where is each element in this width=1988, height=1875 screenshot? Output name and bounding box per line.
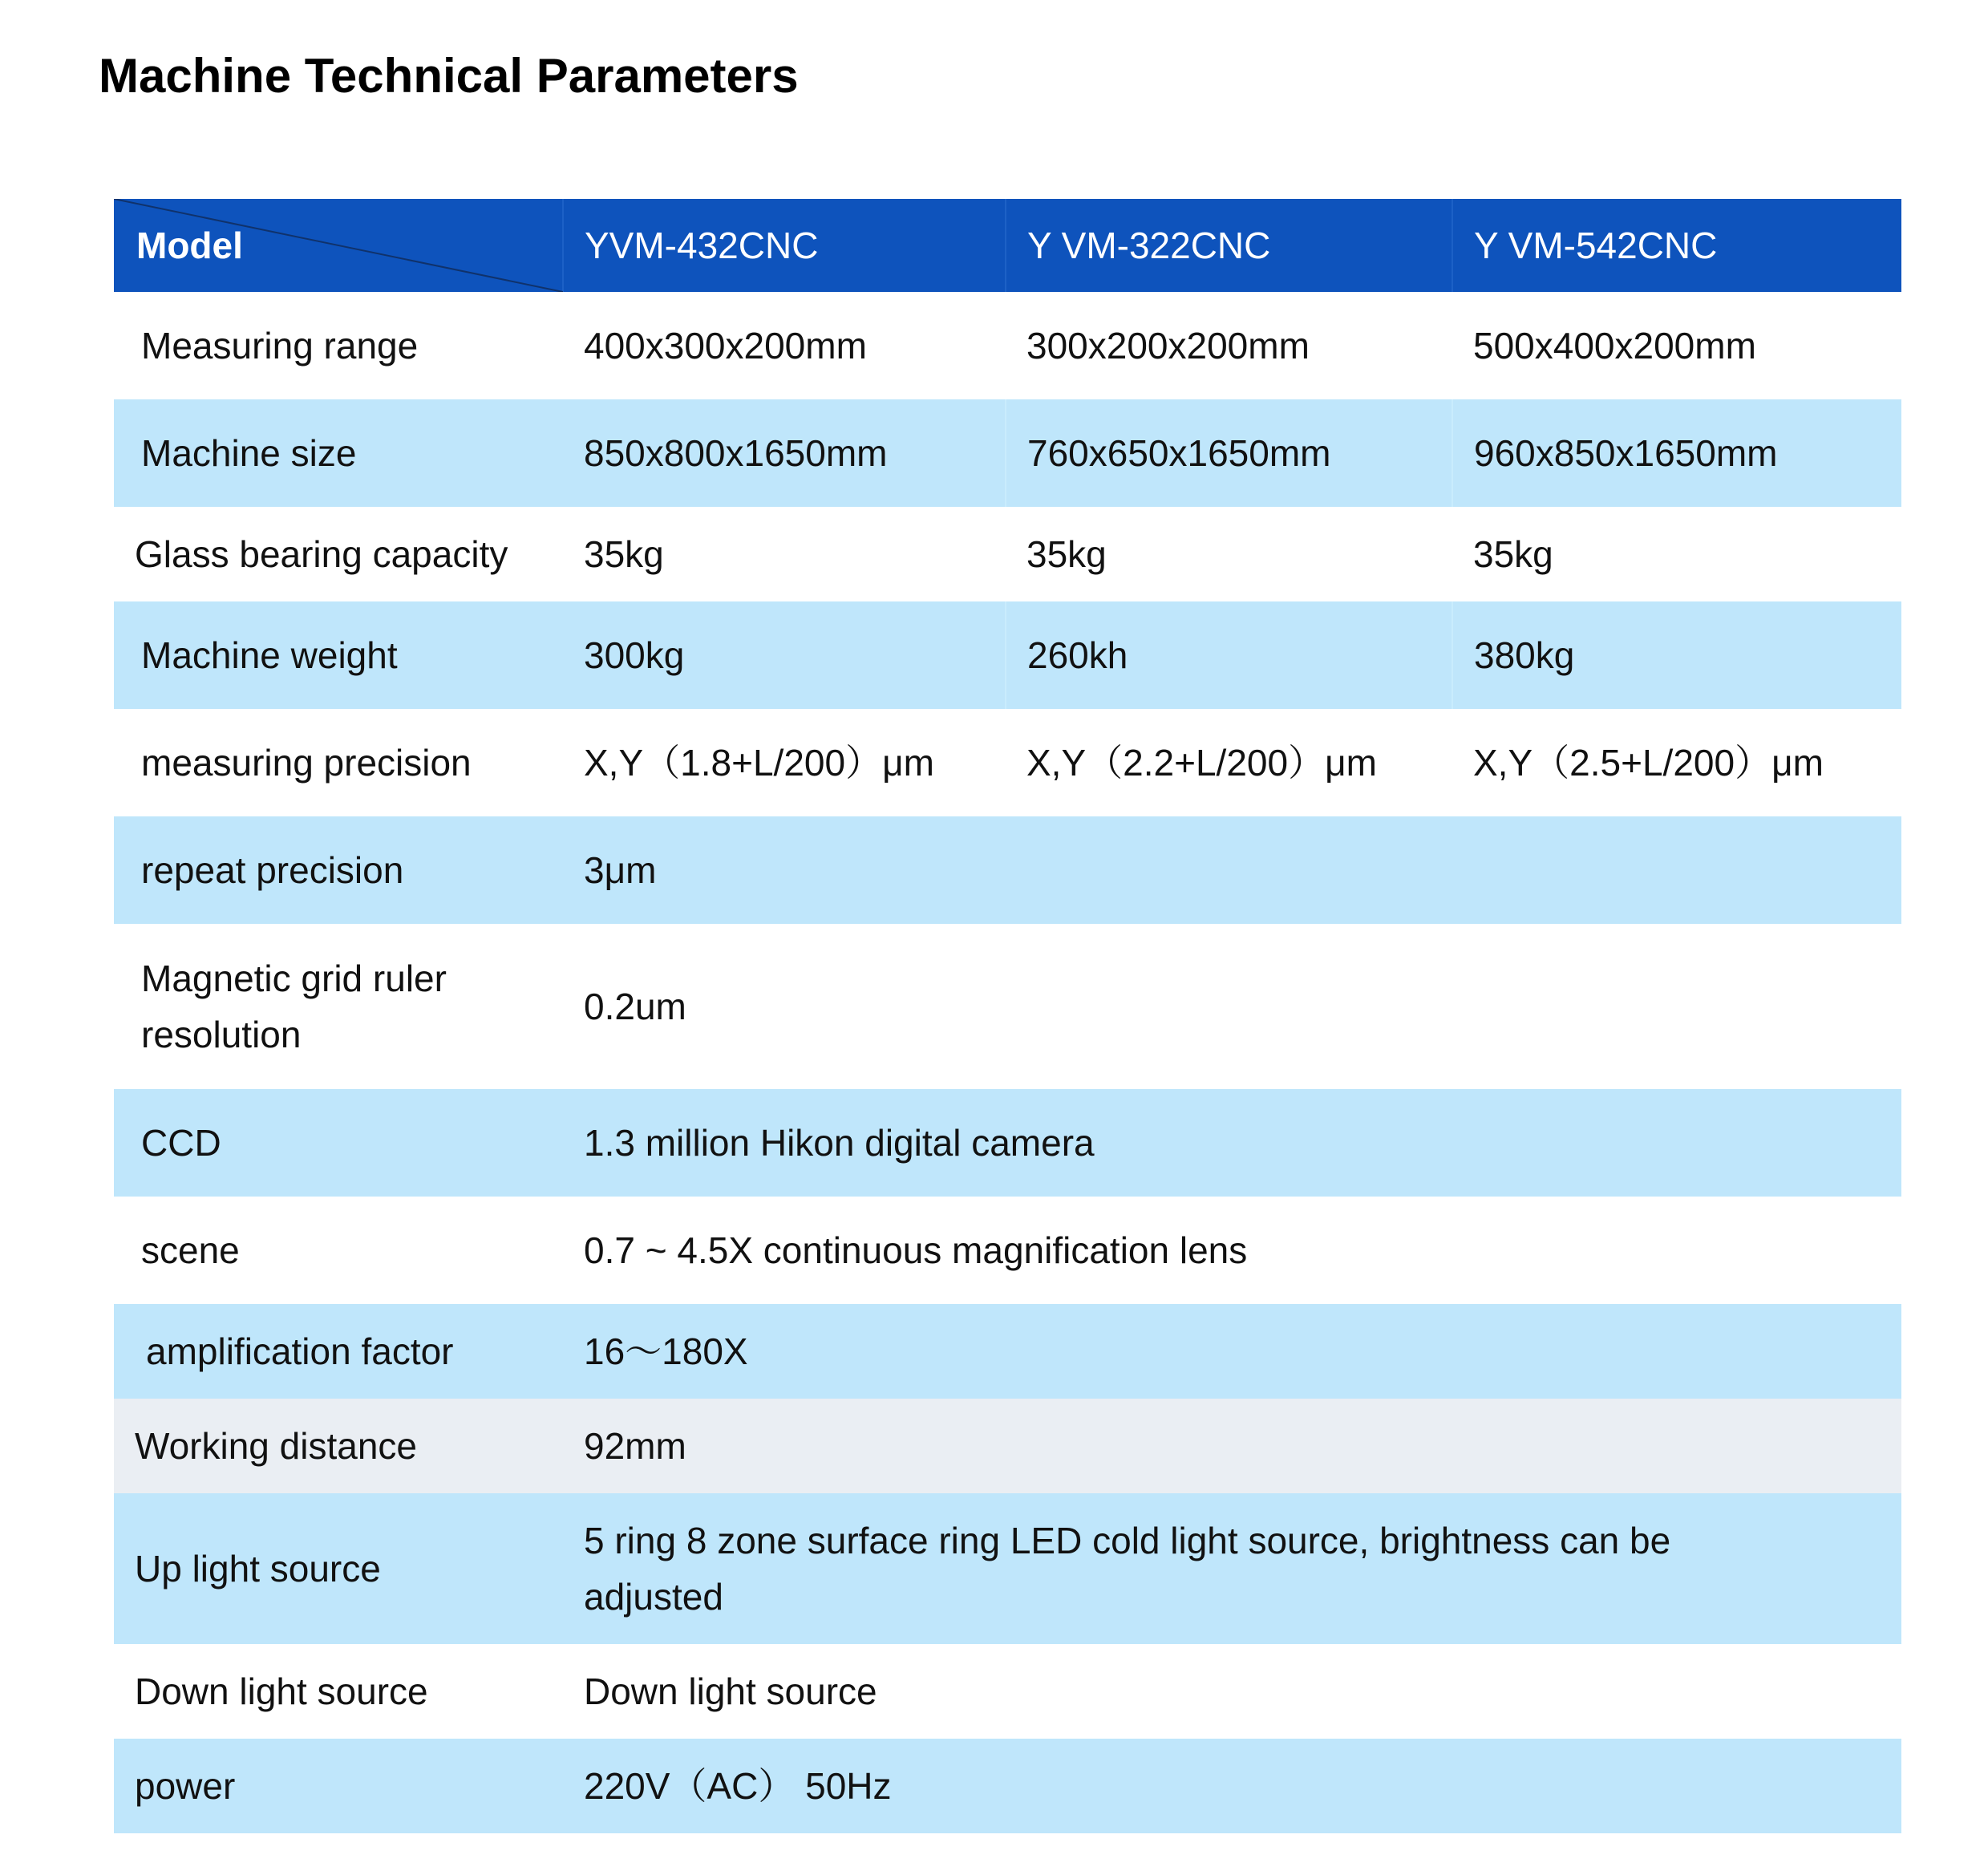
row-value: X,Y（2.5+L/200）μm xyxy=(1452,709,1901,816)
row-value: 500x400x200mm xyxy=(1452,292,1901,399)
row-label: Working distance xyxy=(114,1399,563,1493)
model-yvm-322cnc-header: Y VM-322CNC xyxy=(1006,199,1452,292)
row-value: 760x650x1650mm xyxy=(1006,399,1452,507)
row-value: 260kh xyxy=(1006,601,1452,709)
model-yvm-542cnc-header: Y VM-542CNC xyxy=(1452,199,1901,292)
row-label: Measuring range xyxy=(114,292,563,399)
row-label-line: resolution xyxy=(141,1014,302,1055)
row-value: 850x800x1650mm xyxy=(563,399,1006,507)
table-row xyxy=(114,1304,1901,1399)
table-row xyxy=(114,1399,1901,1493)
row-value: X,Y（2.2+L/200）μm xyxy=(1006,709,1452,816)
row-value: 0.7 ~ 4.5X continuous magnification lens xyxy=(563,1197,1901,1304)
row-label: CCD xyxy=(114,1089,563,1197)
table-row xyxy=(114,1644,1901,1739)
row-value: X,Y（1.8+L/200）μm xyxy=(563,709,1006,816)
row-value-line: adjusted xyxy=(584,1576,723,1618)
row-label: repeat precision xyxy=(114,816,563,924)
model-yvm-432cnc-header: YVM-432CNC xyxy=(563,199,1006,292)
table-row xyxy=(114,507,1901,601)
row-value: 35kg xyxy=(1006,507,1452,601)
row-label: scene xyxy=(114,1197,563,1304)
table-row xyxy=(114,924,1901,1089)
row-label: Up light source xyxy=(114,1493,563,1644)
row-value xyxy=(563,1493,1901,1644)
technical-parameters-table xyxy=(114,199,1901,1833)
model-header-cell xyxy=(114,199,563,292)
table-row xyxy=(114,601,1901,709)
row-label xyxy=(114,924,563,1089)
row-value: 0.2um xyxy=(563,924,1901,1089)
row-value: 35kg xyxy=(1452,507,1901,601)
row-label: Machine size xyxy=(114,399,563,507)
table-row xyxy=(114,399,1901,507)
table-row xyxy=(114,1739,1901,1833)
table-header-row xyxy=(114,199,1901,292)
row-value: 400x300x200mm xyxy=(563,292,1006,399)
row-value: 300kg xyxy=(563,601,1006,709)
row-value: Down light source xyxy=(563,1644,1901,1739)
model-header-label: Model xyxy=(136,225,243,266)
row-value: 220V（AC） 50Hz xyxy=(563,1739,1901,1833)
row-label: Down light source xyxy=(114,1644,563,1739)
row-value-line: 5 ring 8 zone surface ring LED cold light source, brightness can be xyxy=(584,1520,1671,1561)
row-label: amplification factor xyxy=(114,1304,563,1399)
row-value: 16～180X xyxy=(563,1304,1901,1399)
table-row xyxy=(114,1197,1901,1304)
table-row xyxy=(114,816,1901,924)
row-value: 380kg xyxy=(1452,601,1901,709)
table-row xyxy=(114,1089,1901,1197)
row-value: 92mm xyxy=(563,1399,1901,1493)
row-value: 960x850x1650mm xyxy=(1452,399,1901,507)
row-value: 3μm xyxy=(563,816,1901,924)
row-value: 35kg xyxy=(563,507,1006,601)
table-row xyxy=(114,709,1901,816)
row-label-line: Magnetic grid ruler xyxy=(141,958,447,999)
row-value: 1.3 million Hikon digital camera xyxy=(563,1089,1901,1197)
table-row xyxy=(114,1493,1901,1644)
row-label: measuring precision xyxy=(114,709,563,816)
row-label: power xyxy=(114,1739,563,1833)
row-value: 300x200x200mm xyxy=(1006,292,1452,399)
row-label: Machine weight xyxy=(114,601,563,709)
page-title: Machine Technical Parameters xyxy=(99,49,799,103)
table-row xyxy=(114,292,1901,399)
row-label: Glass bearing capacity xyxy=(114,507,563,601)
